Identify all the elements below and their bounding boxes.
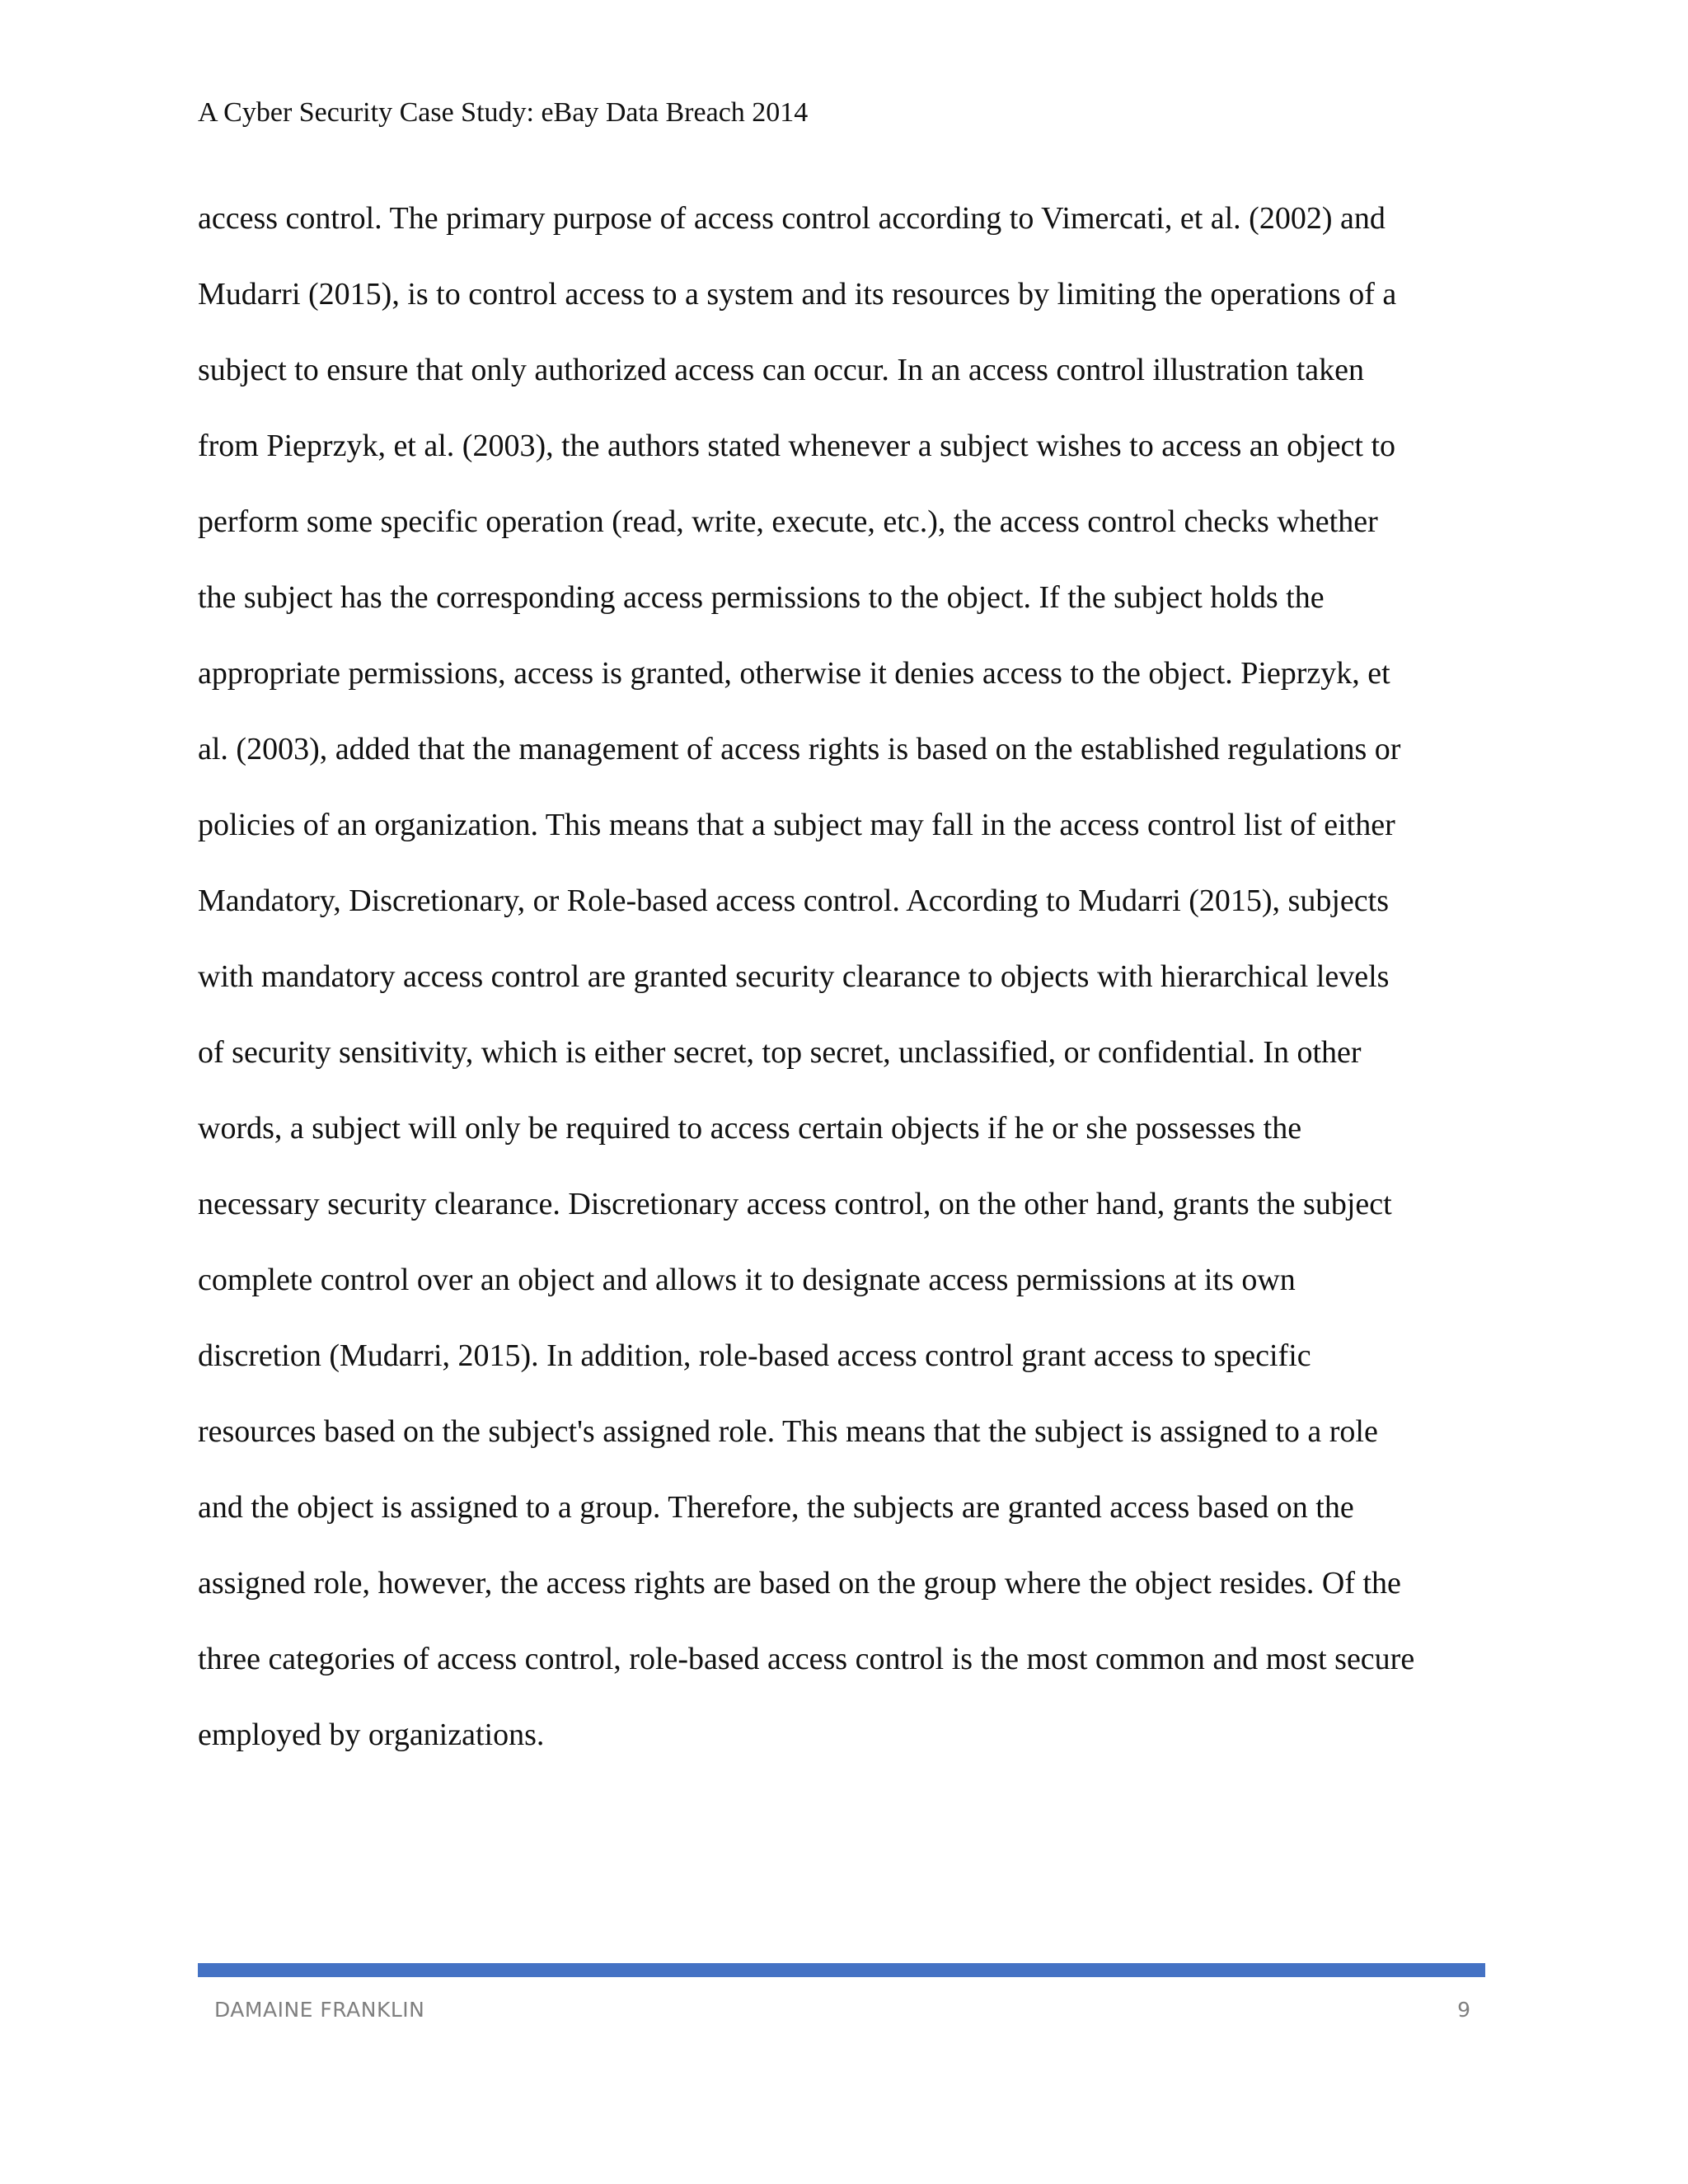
- text-line: Mudarri (2015), is to control access to a system and its resources by limiting the operations of a: [198, 277, 1397, 312]
- text-line: with mandatory access control are granted security clearance to objects with hierarchical levels: [198, 959, 1390, 994]
- footer-rule: [198, 1963, 1485, 1977]
- running-header: A Cyber Security Case Study: eBay Data Breach 2014: [198, 97, 809, 128]
- text-line: subject to ensure that only authorized access can occur. In an access control illustration taken: [198, 353, 1364, 387]
- text-line: access control. The primary purpose of access control according to Vimercati, et al. (2002) and: [198, 201, 1386, 236]
- footer-author: DAMAINE FRANKLIN: [214, 1998, 425, 2022]
- text-line: assigned role, however, the access rights are based on the group where the object resides. Of the: [198, 1566, 1401, 1601]
- text-line: complete control over an object and allows it to designate access permissions at its own: [198, 1263, 1296, 1297]
- text-line: words, a subject will only be required to access certain objects if he or she possesses the: [198, 1111, 1302, 1146]
- text-line: al. (2003), added that the management of access rights is based on the established regulations or: [198, 732, 1401, 766]
- text-line: three categories of access control, role-based access control is the most common and most secure: [198, 1642, 1415, 1676]
- text-line: perform some specific operation (read, write, execute, etc.), the access control checks whether: [198, 504, 1378, 539]
- text-line: from Pieprzyk, et al. (2003), the authors stated whenever a subject wishes to access an object to: [198, 429, 1396, 463]
- text-line: employed by organizations.: [198, 1718, 545, 1752]
- text-line: of security sensitivity, which is either secret, top secret, unclassified, or confidential. In other: [198, 1035, 1362, 1070]
- text-line: discretion (Mudarri, 2015). In addition, role-based access control grant access to specific: [198, 1338, 1311, 1373]
- text-line: resources based on the subject's assigned role. This means that the subject is assigned to a role: [198, 1414, 1378, 1449]
- page-number: 9: [1457, 1998, 1470, 2022]
- text-line: necessary security clearance. Discretionary access control, on the other hand, grants the subject: [198, 1187, 1392, 1221]
- text-line: the subject has the corresponding access permissions to the object. If the subject holds the: [198, 580, 1325, 615]
- text-line: policies of an organization. This means that a subject may fall in the access control list of either: [198, 808, 1395, 842]
- text-line: appropriate permissions, access is granted, otherwise it denies access to the object. Pieprzyk, et: [198, 656, 1390, 691]
- text-line: Mandatory, Discretionary, or Role-based access control. According to Mudarri (2015), subjects: [198, 883, 1389, 918]
- body-paragraph: [198, 193, 1484, 1785]
- text-line: and the object is assigned to a group. Therefore, the subjects are granted access based on the: [198, 1490, 1354, 1525]
